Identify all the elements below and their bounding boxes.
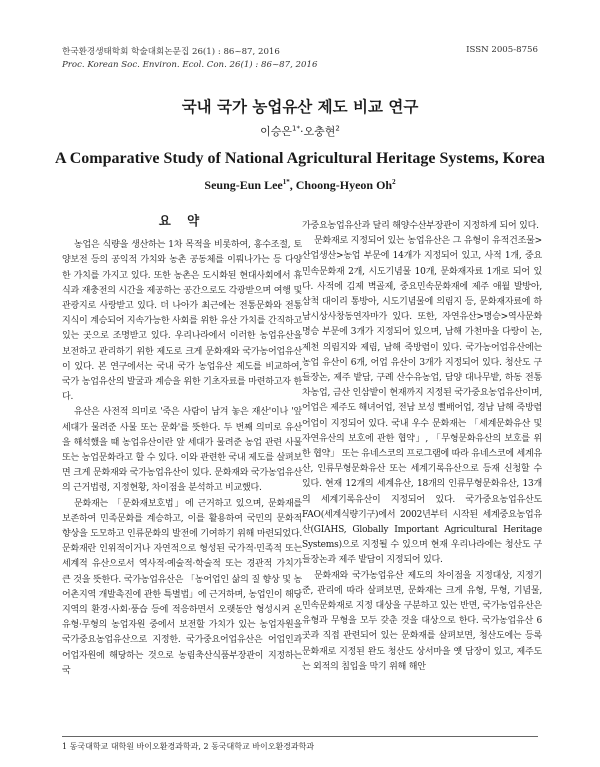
author-1-en-mark: 1*: [282, 178, 290, 186]
abstract-heading: 요 약: [158, 213, 206, 228]
author-2-ko: 오충현: [303, 125, 336, 138]
author-2-en: Choong-Hyeon Oh: [295, 178, 393, 192]
title-english: A Comparative Study of National Agricultural Heritage Systems, Korea: [55, 150, 545, 167]
abstract-paragraph-3: 문화재는 「문화재보호법」에 근거하고 있으며, 문화재를 보존하여 민족문화를 계승하고, 이를 활용하여 국민의 문화적 향상을 도모하고 인류문화의 발전에 기여하기 위해 마련되었다. 문화재란 인위적이거나 자연적으로 형성된 국가적·민족적 또는 세계적 유산으로서 역사적·예술적·학술적 또는 경관적 가치가 큰 것을 뜻한다. 국가농업유산은 「농어업인 삶의 질 향상 및 농어촌지역 개발촉진에 관한 특별법」에 근거하며, 농업인이 해당 지역의 환경·사회·풍습 등에 적응하면서 오랫동안 형성시켜 온 유형·무형의 농업자원 중에서 보전할 가치가 있는 농업자원을 국가중요농업유산으로 지정한. 국가중요어업유산은 어업인과 어업자원에 해당하는 것으로 농림축산식품부장관이 지정하는 국: [62, 498, 302, 676]
right-column: [302, 219, 542, 675]
abstract-paragraph-2: 유산은 사전적 의미로 '죽은 사람이 남겨 놓은 재산'이나 '앞 세대가 물려준 사물 또는 문화'를 뜻한다. 두 번째 의미로 유산을 해석했을 때 농업유산이란 앞 세대가 물려준 농업 관련 사물 또는 농업문화라고 할 수 있다. 이와 관련한 국내 제도를 살펴보면 크게 문화재와 국가농업유산이 있다. 문화재와 국가농업유산의 근거법령, 지정현황, 차이점을 분석하고 비교했다.: [62, 407, 302, 494]
author-separator-ko: ·: [300, 125, 304, 138]
abstract-paragraph-1: 농업은 식량을 생산하는 1차 목적을 비롯하여, 홍수조절, 토양보전 등의 공익적 가치와 농촌 공동체를 이뤄나가는 등 다양한 가치를 가지고 있다. 또한 농촌은 도시화된 현대사회에서 휴식과 재충전의 시간을 제공하는 공간으로도 각광받으며 여행 및 관광지로 사랑받고 있다. 더 나아가 최근에는 전통문화와 전통지식이 계승되어 지속가능한 사회를 위한 유산 가치를 간직하고 있는 곳으로 조명받고 있다. 우리나라에서 이러한 농업유산을 보전하고 관리하기 위한 제도로 크게 문화재와 국가농어업유산이 있다. 본 연구에서는 국내 국가 농업유산 제도를 비교하여, 국가 농업유산의 발굴과 계승을 위한 기초자료를 마련하고자 한다.: [62, 240, 302, 403]
journal-citation-ko: 한국환경생태학회 학술대회논문집 26(1) : 86~87, 2016: [62, 47, 280, 57]
authors-english: [0, 178, 600, 193]
title-korean: 국내 국가 농업유산 제도 비교 연구: [181, 98, 419, 116]
abstract-paragraph-3-continued: 가중요농업유산과 달리 해양수산부장관이 지정하게 되어 있다.: [302, 221, 539, 231]
footnote-affiliations: 1 동국대학교 대학원 바이오환경과학과, 2 동국대학교 바이오환경과학과: [62, 742, 315, 751]
footnote-divider: [62, 736, 538, 737]
author-1-ko: 이승은: [260, 125, 293, 138]
author-1-en: Seung-Eun Lee: [204, 178, 283, 192]
authors-korean: [0, 123, 600, 139]
author-1-ko-mark: 1*: [292, 124, 300, 133]
journal-citation-en: Proc. Korean Soc. Environ. Ecol. Con. 26(1) : 86~87, 2016: [62, 60, 318, 70]
abstract-paragraph-5: 문화재와 국가농업유산 제도의 차이점을 지정대상, 지정기준, 관리에 따라 살펴보면, 문화재는 크게 유형, 무형, 기념물, 민속문화재로 지정 대상을 구분하고 있는 반면, 국가농업유산은 유형과 무형을 모두 갖춘 것을 대상으로 한다. 국가농업유산 6곳과 직접 관련되어 있는 문화재를 살펴보면, 청산도에는 등록문화재로 지정된 완도 청산도 상서마을 옛 담장이 있고, 제주도는 외적의 침입을 막기 위해 해안: [302, 570, 542, 672]
issn: ISSN 2005-8756: [466, 45, 538, 55]
left-column: [62, 213, 302, 679]
abstract-paragraph-4: 문화재로 지정되어 있는 농업유산은 그 유형이 유적건조물>산업생산>농업 부문에 14개가 지정되어 있고, 사적 1개, 중요민속문화재 2개, 시도기념물 10개, 문화재자료 1개로 되어 있다. 사적에 김제 벽골제, 중요민속문화재에 제주 애월 발방아, 삼척 대이리 통방아, 시도기념물에 의림지 등, 문화재자료에 하남시상사창동연자마가 있다. 또한, 자연유산>명승>역사문화명승 부문에 3개가 지정되어 있으며, 남해 가천마을 다랑이 논, 제천 의림지와 제림, 남해 죽방렴이 있다. 국가농어업유산에는 농업 유산이 6개, 어업 유산이 3개가 지정되어 있다. 청산도 구들장논, 제주 밭담, 구례 산수유농업, 담양 대나무밭, 하동 전통 차농업, 금산 인삼밭이 현재까지 지정된 국가중요농업유산이며, 어업은 제주도 해녀어업, 전남 보성 뻘배어업, 경남 남해 죽방렴어업이 지정되어 있다. 국내 우수 문화재는 「세계문화유산 및 자연유산의 보호에 관한 협약」, 「무형문화유산의 보호를 위한 협약」 또는 유네스코의 프로그램에 따라 유네스코에 세계유산, 인류무형문화유산 또는 세계기록유산으로 등재 신청할 수 있다. 현재 12개의 세계유산, 18개의 인류무형문화유산, 13개의 세계기록유산이 지정되어 있다. 국가중요농업유산도 FAO(세계식량기구)에서 2002년부터 시작된 세계중요농업유산(GIAHS, Globally Important Agricultural Heritage Systems)으로 지정될 수 있으며 현재 우리나라에는 청산도 구들장논과 제주 밭담이 지정되어 있다.: [302, 236, 542, 566]
author-2-ko-mark: 2: [335, 124, 340, 133]
author-2-en-mark: 2: [392, 178, 396, 186]
author-separator-en: ,: [289, 178, 296, 192]
